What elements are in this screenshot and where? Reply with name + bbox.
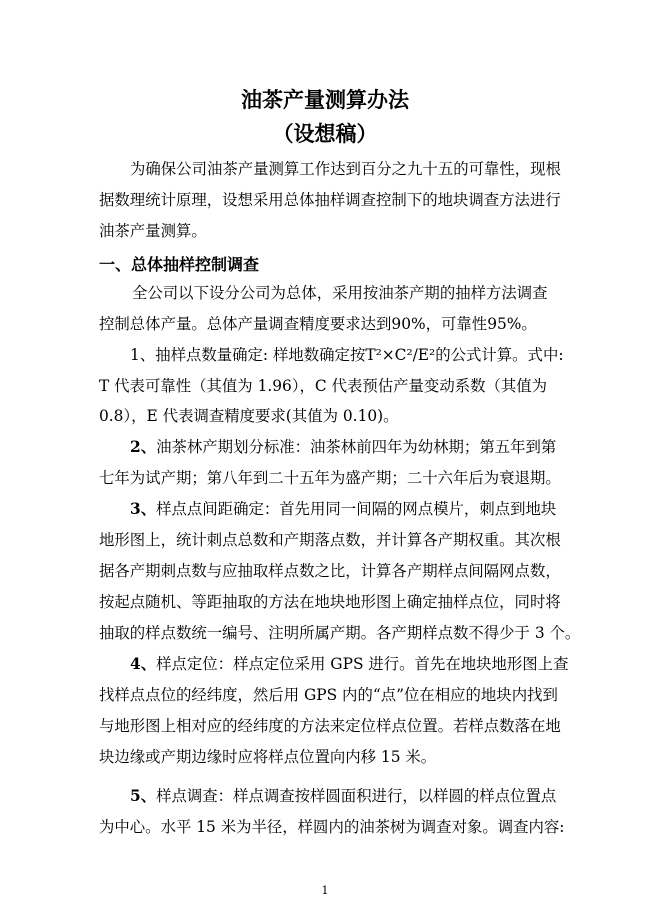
intro-line: 据数理统计原理，设想采用总体抽样调查控制下的地块调查方法进行 <box>99 191 561 209</box>
item-1-line <box>130 345 564 365</box>
intro-line: 为确保公司油茶产量测算工作达到百分之九十五的可靠性，现根 <box>130 160 561 178</box>
item-number: 4、 <box>130 655 157 673</box>
item-2-line <box>130 437 556 457</box>
item-3-line <box>130 499 556 519</box>
item-number: 1、 <box>130 346 156 364</box>
doc-subtitle: （设想稿） <box>272 122 378 146</box>
item-text: 抽样点数量确定: 样地数确定按T²×C²/E²的公式计算。式中: <box>155 346 564 364</box>
item-3-line: 据各产期刺点数与应抽取样点数之比，计算各产期样点间隔网点数， <box>99 562 561 580</box>
page-number: 1 <box>321 884 329 897</box>
intro-line: 油茶产量测算。 <box>99 222 207 240</box>
item-number: 5、 <box>130 787 157 805</box>
item-4-line: 与地形图上相对应的经纬度的方法来定位样点位置。若样点数落在地 <box>99 717 561 735</box>
item-4-line: 块边缘或产期边缘时应将样点位置向内移 15 米。 <box>99 748 437 766</box>
item-text: 油茶林产期划分标准：油茶林前四年为幼林期；第五年到第 <box>156 438 557 456</box>
item-4-line <box>130 654 568 674</box>
item-1-line: 0.8），E 代表调查精度要求(其值为 0.10)。 <box>99 407 399 425</box>
item-3-line: 按起点随机、等距抽取的方法在地块地形图上确定抽样点位，同时将 <box>99 593 561 611</box>
item-number: 3、 <box>130 500 157 518</box>
item-4-line: 找样点点位的经纬度，然后用 GPS 内的“点”位在相应的地块内找到 <box>99 686 558 704</box>
item-text: 样点点间距确定：首先用同一间隔的网点模片，刺点到地块 <box>156 500 557 518</box>
section-para-line: 全公司以下设分公司为总体，采用按油茶产期的抽样方法调查 <box>132 284 548 302</box>
item-5-line <box>130 786 556 806</box>
item-1-line: T 代表可靠性（其值为 1.96），C 代表预估产量变动系数（其值为 <box>99 377 548 395</box>
item-2-line: 七年为试产期；第八年到二十五年为盛产期；二十六年后为衰退期。 <box>99 469 561 487</box>
item-3-line: 抽取的样点数统一编号、注明所属产期。各产期样点数不得少于 3 个。 <box>99 624 581 642</box>
doc-title: 油茶产量测算办法 <box>241 88 409 112</box>
item-5-line: 为中心。水平 15 米为半径，样圆内的油茶树为调查对象。调查内容: <box>99 818 565 836</box>
item-number: 2、 <box>130 438 157 456</box>
section-para-line: 控制总体产量。总体产量调查精度要求达到90%，可靠性95%。 <box>99 315 537 333</box>
item-text: 样点调查：样点调查按样圆面积进行，以样圆的样点位置点 <box>156 787 557 805</box>
item-3-line: 地形图上，统计刺点总数和产期落点数，并计算各产期权重。其次根 <box>99 531 561 549</box>
section-heading: 一、总体抽样控制调查 <box>99 255 260 274</box>
item-text: 样点定位：样点定位采用 GPS 进行。首先在地块地形图上查 <box>156 655 569 673</box>
